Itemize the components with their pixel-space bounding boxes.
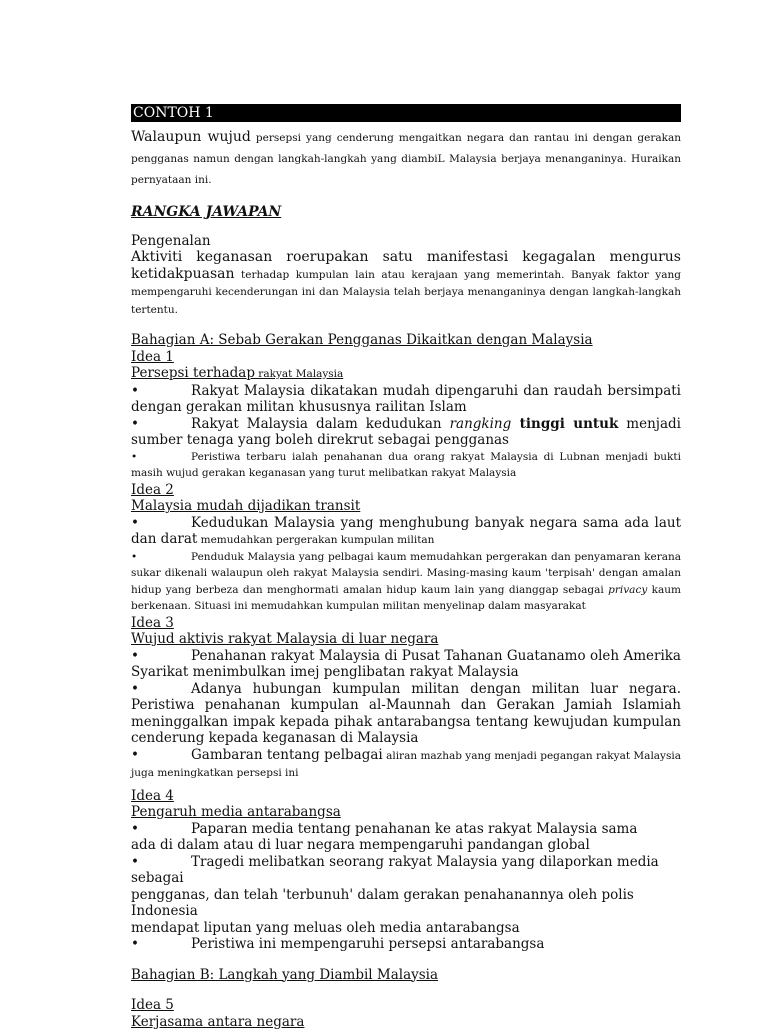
bullet-text: menjadi sumber tenaga yang boleh direkrut sebagai pengganas [131,416,681,449]
idea1-label: Idea 1 [131,349,681,366]
bullet-text: Rakyat Malaysia dalam kedudukan [191,416,450,432]
bahagian-a-heading: Bahagian A: Sebab Gerakan Pengganas Dikaitkan dengan Malaysia [131,332,681,349]
list-item [131,449,681,482]
list-item [131,936,681,953]
document-page [131,104,681,1030]
list-item [131,747,681,782]
idea1-title [131,365,681,383]
bullet-continuation: mendapat liputan yang meluas oleh media antarabangsa [131,920,681,937]
bullet-text: kaum berkenaan. Situasi ini memudahkan kumpulan militan menyelinap dalam masyarakat [131,584,681,613]
bullet-text-small: memudahkan pergerakan kumpulan militan [197,534,434,546]
pengenalan-title: Pengenalan [131,233,681,250]
bullet-mark: • [131,821,191,838]
bullet-text: Gambaran tentang pelbagai [191,747,383,763]
bullet-text: Adanya hubungan kumpulan militan dengan militan luar negara. Peristiwa penahanan kumpulan al-Maunnah dan Gerakan Jamiah Islamiah meninggalkan impak kepada pihak antarabangsa tentang kewujudan kumpulan cenderung kepada keganasan di Malaysia [131,681,681,747]
bullet-continuation: pengganas, dan telah 'terbunuh' dalam gerakan penahanannya oleh polis Indonesia [131,887,681,920]
idea4-title: Pengaruh media antarabangsa [131,804,681,821]
list-item [131,416,681,449]
bullet-text-small: aliran mazhab yang menjadi pegangan rakyat Malaysia juga meningkatkan persepsi ini [131,750,681,780]
bullet-text: Tragedi melibatkan seorang rakyat Malaysia yang dilaporkan media sebagai [131,854,659,887]
bullet-mark: • [131,449,191,466]
idea5-title: Kerjasama antara negara [131,1014,681,1030]
idea5-label: Idea 5 [131,997,681,1014]
pengenalan-text [131,249,681,318]
list-item [131,515,681,549]
bullet-mark: • [131,936,191,953]
bullet-italic: privacy [608,584,647,596]
bullet-text: Penahanan rakyat Malaysia di Pusat Tahanan Guatanamo oleh Amerika Syarikat menimbulkan imej penglibatan rakyat Malaysia [131,648,681,681]
bullet-italic: rangking [450,416,512,432]
idea1-title-small: rakyat Malaysia [255,368,343,380]
bullet-text: Paparan media tentang penahanan ke atas rakyat Malaysia sama [191,821,637,837]
bullet-mark: • [131,549,191,566]
bahagian-b-heading: Bahagian B: Langkah yang Diambil Malaysia [131,967,681,984]
idea4-label: Idea 4 [131,788,681,805]
list-item [131,821,681,838]
list-item [131,681,681,747]
question-lead: Walaupun wujud [131,129,251,145]
idea1-title-main: Persepsi terhadap [131,365,255,381]
pengenalan-rest: terhadap kumpulan lain atau kerajaan yang memerintah. Banyak faktor yang mempengaruhi kecenderungan ini dan Malaysia telah berjaya menanganinya dengan langkah-langkah tertentu. [131,269,681,316]
bullet-bold: tinggi untuk [511,416,618,432]
bullet-mark: • [131,747,191,764]
question-rest: persepsi yang cenderung mengaitkan negara dan rantau ini dengan gerakan pengganas namun dengan langkah-langkah yang diambiL Malaysia berjaya menanganinya. Huraikan pernyataan ini. [131,132,681,186]
idea3-label: Idea 3 [131,615,681,632]
pengenalan-lead: Aktiviti keganasan roerupakan satu manifestasi kegagalan mengurus ketidakpuasan [131,249,681,282]
idea2-title: Malaysia mudah dijadikan transit [131,498,681,515]
bullet-text: Penduduk Malaysia yang pelbagai kaum memudahkan pergerakan dan penyamaran kerana sukar dikenali walaupun oleh rakyat Malaysia sendiri. Masing-masing kaum 'terpisah' dengan amalan hidup yang berbeza dan menghormati amalan hidup kaum lain yang dianggap sebagai [131,551,681,596]
idea3-title: Wujud aktivis rakyat Malaysia di luar negara [131,631,681,648]
bullet-text: Kedudukan Malaysia yang menghubung banyak negara sama ada laut dan darat [131,515,681,548]
rangka-heading: RANGKA JAWAPAN [131,204,681,221]
bullet-mark: • [131,681,191,698]
bullet-mark: • [131,515,191,532]
list-item [131,549,681,615]
bullet-mark: • [131,416,191,433]
bullet-mark: • [131,854,191,871]
bullet-continuation: ada di dalam atau di luar negara mempengaruhi pandangan global [131,837,681,854]
bullet-text: Peristiwa ini mempengaruhi persepsi antarabangsa [191,936,544,952]
list-item [131,648,681,681]
bullet-mark: • [131,648,191,665]
list-item [131,854,681,887]
question-text [131,127,681,190]
bullet-mark: • [131,383,191,400]
idea2-label: Idea 2 [131,482,681,499]
bullet-text: Rakyat Malaysia dikatakan mudah dipengaruhi dan raudah bersimpati dengan gerakan militan khususnya railitan Islam [131,383,681,416]
bullet-text: Peristiwa terbaru ialah penahanan dua orang rakyat Malaysia di Lubnan menjadi bukti masih wujud gerakan keganasan yang turut melibatkan rakyat Malaysia [131,451,681,480]
list-item [131,383,681,416]
example-heading: CONTOH 1 [131,104,681,122]
